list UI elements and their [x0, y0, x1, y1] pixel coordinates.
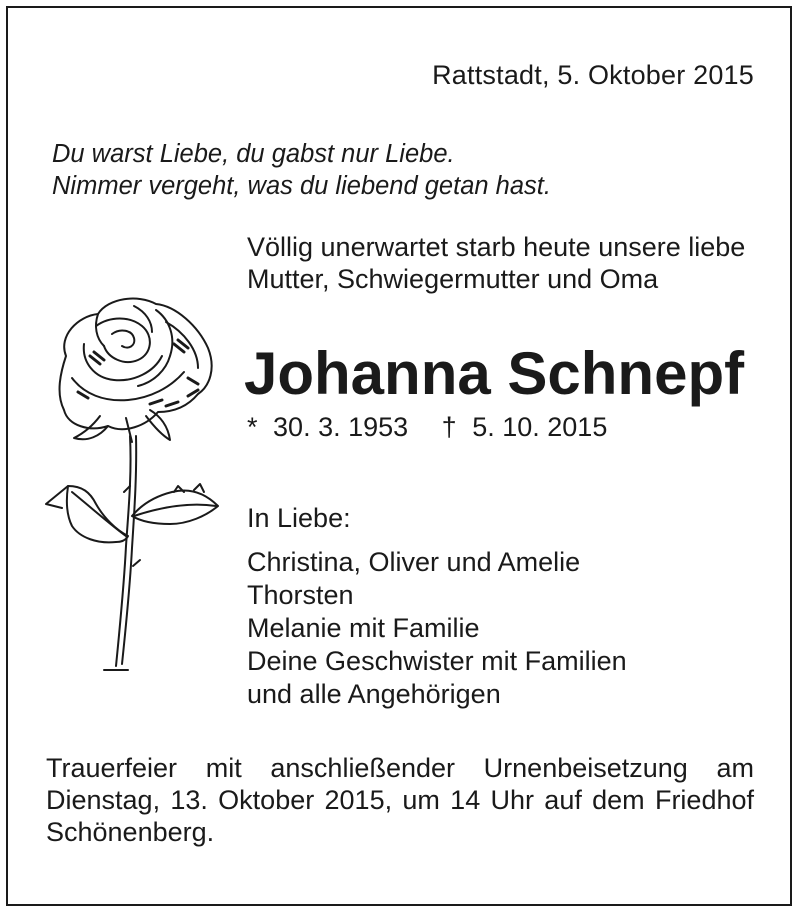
place-and-date: Rattstadt, 5. Oktober 2015	[432, 60, 754, 90]
rose-stem-edge	[122, 436, 136, 664]
life-dates	[247, 412, 607, 443]
rose-sepal-right	[146, 410, 170, 440]
rose-thorn-2	[133, 560, 140, 566]
birth-symbol: *	[247, 412, 258, 442]
rose-illustration-icon	[38, 286, 228, 678]
mourner-name: Deine Geschwister mit Familien	[247, 646, 627, 676]
service-line-1: Trauerfeier mit anschließender Urnenbeisetzung am	[46, 753, 754, 783]
deceased-name: Johanna Schnepf	[244, 340, 745, 407]
funeral-service-info	[46, 752, 754, 848]
rose-leaf-right	[132, 491, 218, 524]
announcement-line-1: Völlig unerwartet starb heute unsere liebe	[247, 232, 746, 262]
rose-petal-outer	[60, 299, 212, 430]
death-symbol: †	[441, 412, 457, 442]
mourners-list	[247, 502, 627, 711]
service-line-2: Dienstag, 13. Oktober 2015, um 14 Uhr auf dem Friedhof	[46, 785, 754, 815]
service-line-3: Schönenberg.	[46, 817, 215, 847]
birth-date: 30. 3. 1953	[273, 412, 409, 442]
rose-stem	[116, 436, 131, 666]
motto-line-1: Du warst Liebe, du gabst nur Liebe.	[52, 140, 455, 168]
rose-petal-inner-5	[72, 372, 184, 400]
rose-leaf-left-tip	[46, 486, 68, 508]
mourner-name: Melanie mit Familie	[247, 613, 480, 643]
mourner-name: Christina, Oliver und Amelie	[247, 547, 581, 577]
mourners-heading: In Liebe:	[247, 503, 351, 533]
rose-petal-fold-1	[96, 314, 104, 346]
death-date: 5. 10. 2015	[472, 412, 608, 442]
mourner-name: und alle Angehörigen	[247, 679, 501, 709]
memorial-motto	[52, 138, 551, 202]
rose-petal-inner-1	[96, 319, 150, 363]
rose-leaf-left-vein	[72, 492, 126, 536]
mourner-name: Thorsten	[247, 580, 354, 610]
announcement-line-2: Mutter, Schwiegermutter und Oma	[247, 264, 659, 294]
death-announcement	[247, 231, 745, 295]
rose-petal-inner-2	[112, 331, 134, 348]
motto-line-2: Nimmer vergeht, was du liebend getan hast.	[52, 172, 551, 200]
